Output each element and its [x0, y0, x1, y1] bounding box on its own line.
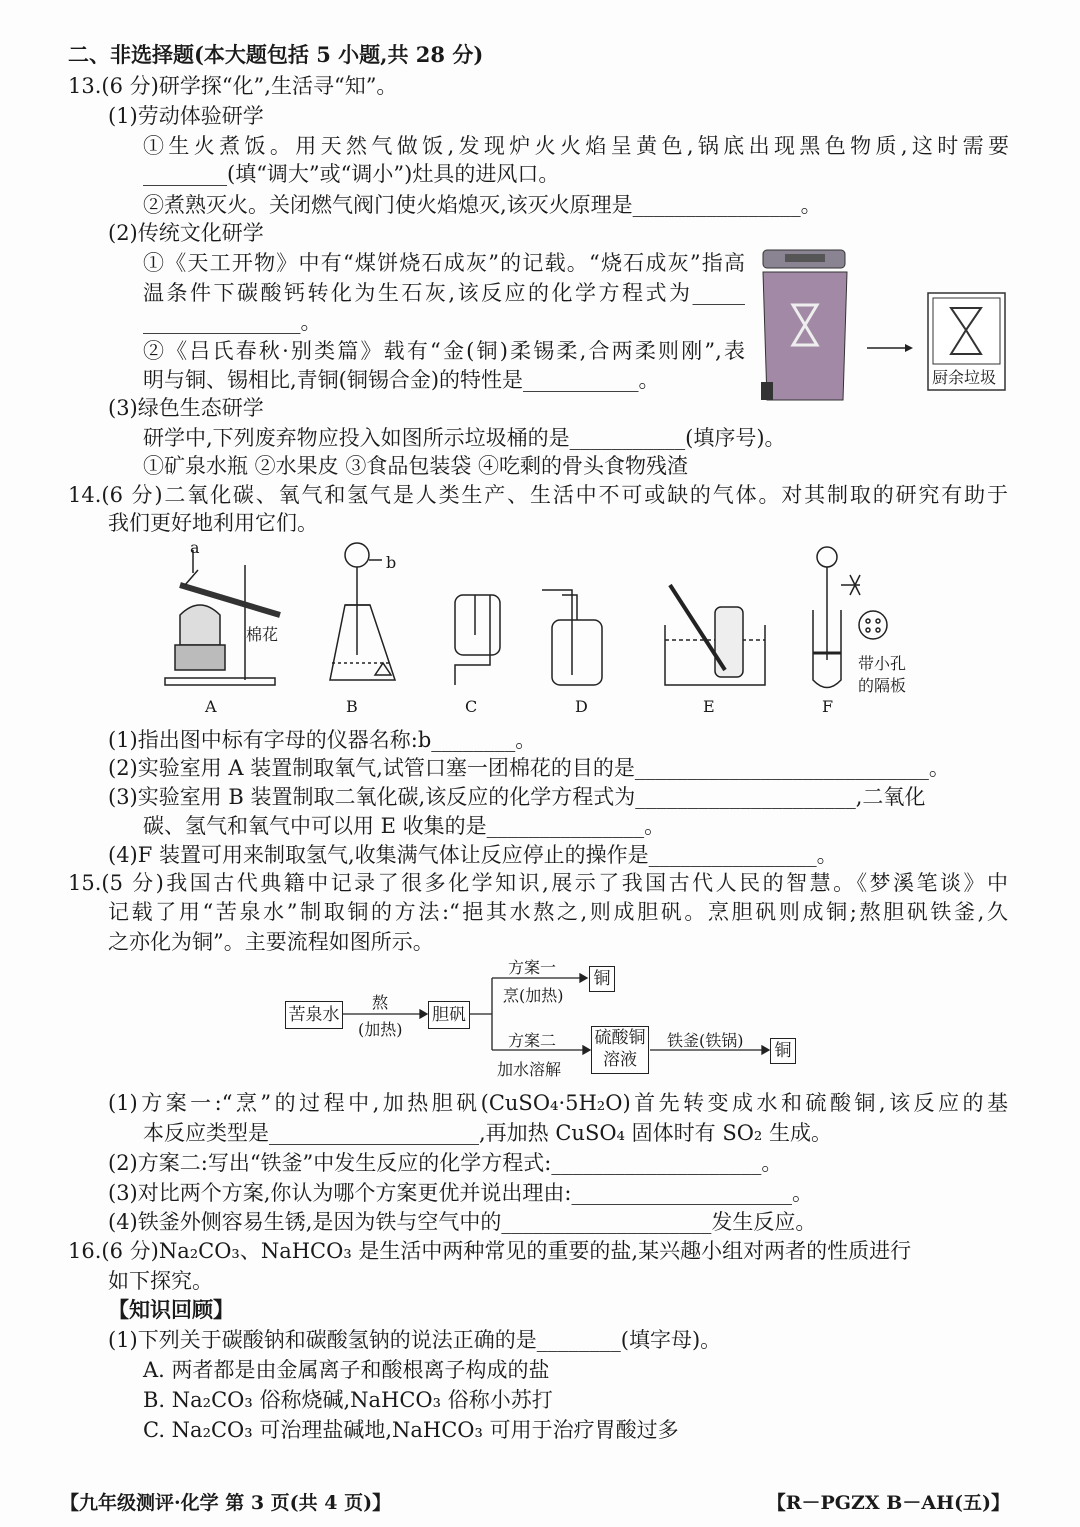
q15-line: (2)方案二:写出“铁釜”中发生反应的化学方程式:____________________。 [108, 1151, 783, 1175]
flow-plan2-bottom: 加水溶解 [497, 1060, 562, 1079]
q14-line: (2)实验室用 A 装置制取氧气,试管口塞一团棉花的目的是____________________________。 [108, 756, 950, 780]
q15-line: 记载了用“苦泉水”制取铜的方法:“挹其水熬之,则成胆矾。烹胆矾则成铜;熬胆矾铁釜,久 [108, 900, 1008, 924]
q16-line: (1)下列关于碳酸钠和碳酸氢钠的说法正确的是________(填字母)。 [108, 1328, 722, 1352]
q13-line: 温条件下碳酸钙转化为生石灰,该反应的化学方程式为_____ [143, 281, 745, 305]
label-b: b [386, 553, 397, 572]
q16-option-c: C. Na₂CO₃ 可治理盐碱地,NaHCO₃ 可用于治疗胃酸过多 [143, 1418, 679, 1442]
q13-line: 研学中,下列废弃物应投入如图所示垃圾桶的是___________(填序号)。 [143, 426, 786, 450]
q14-line: 碳、氢气和氧气中可以用 E 收集的是_______________。 [143, 814, 666, 838]
flow-plan1-top: 方案一 [508, 958, 557, 977]
q13-part3: (3)绿色生态研学 [108, 396, 264, 420]
q15-line: (1)方案一:“烹”的过程中,加热胆矾(CuSO₄·5H₂O)首先转变成水和硫酸铜,该反应的基 [108, 1091, 1008, 1115]
q15-line: (4)铁釜外侧容易生锈,是因为铁与空气中的____________________发生反应。 [108, 1210, 817, 1234]
flow-step1-bottom: (加热) [358, 1020, 403, 1039]
section-title: 二、非选择题(本大题包括 5 小题,共 28 分) [68, 42, 484, 67]
q16-option-a: A. 两者都是由金属离子和酸根离子构成的盐 [143, 1358, 550, 1382]
footer-right: 【R－PGZX B－AH(五)】 [766, 1492, 1010, 1514]
q15-line: (3)对比两个方案,你认为哪个方案更优并说出理由:_____________________。 [108, 1181, 813, 1205]
apparatus-label-d: D [575, 697, 588, 716]
q16-title: 16.(6 分)Na₂CO₃、NaHCO₃ 是生活中两种常见的重要的盐,某兴趣小组对两者的性质进行 [68, 1239, 912, 1263]
flow-node-copper1: 铜 [589, 966, 615, 992]
label-plate: 的隔板 [858, 676, 907, 695]
q13-line: ②煮熟灭火。关闭燃气阀门使火焰熄灭,该灭火原理是________________。 [143, 193, 822, 217]
q16-line: 如下探究。 [108, 1269, 213, 1293]
q13-line: _______________。 [143, 310, 322, 334]
q14-line: (1)指出图中标有字母的仪器名称:b________。 [108, 728, 537, 752]
q13-part2: (2)传统文化研学 [108, 221, 264, 245]
flow-node-start: 苦泉水 [285, 1001, 343, 1029]
q13-line: ①《天工开物》中有“煤饼烧石成灰”的记载。“烧石成灰”指高 [143, 251, 745, 275]
label-plate: 带小孔 [858, 654, 907, 673]
q15-title: 15.(5 分)我国古代典籍中记录了很多化学知识,展示了我国古代人民的智慧。《梦溪笔谈》中 [68, 871, 1008, 895]
q16-option-b: B. Na₂CO₃ 俗称烧碱,NaHCO₃ 俗称小苏打 [143, 1388, 553, 1412]
q13-title: 13.(6 分)研学探“化”,生活寻“知”。 [68, 74, 398, 98]
q13-line: ②《吕氏春秋·别类篇》载有“金(铜)柔锡柔,合两柔则刚”,表 [143, 339, 745, 363]
apparatus-label-f: F [822, 697, 834, 716]
footer-left: 【九年级测评·化学 第 3 页(共 4 页)】 [60, 1492, 392, 1514]
q13-part1: (1)劳动体验研学 [108, 104, 264, 128]
flow-node-middle: 胆矾 [428, 1001, 470, 1029]
q15-line: 本反应类型是____________________,再加热 CuSO₄ 固体时有 SO₂ 生成。 [143, 1121, 833, 1145]
q16-section-heading: 【知识回顾】 [108, 1297, 234, 1322]
q14-title: 14.(6 分)二氧化碳、氧气和氢气是人类生产、生活中不可或缺的气体。对其制取的研究有助于 [68, 483, 1008, 507]
q13-options: ①矿泉水瓶 ②水果皮 ③食品包装袋 ④吃剩的骨头食物残渣 [143, 454, 689, 478]
label-cotton: 棉花 [246, 625, 279, 644]
kitchen-waste-label: 厨余垃圾 [932, 368, 997, 387]
apparatus-label-e: E [703, 697, 715, 716]
apparatus-label-a: A [205, 697, 217, 716]
apparatus-label-c: C [465, 697, 478, 716]
flow-plan2-top: 方案二 [508, 1031, 557, 1050]
flow-node-solution: 硫酸铜溶液 [591, 1026, 649, 1074]
flow-step1-top: 熬 [372, 993, 389, 1012]
flow-node-copper2: 铜 [770, 1038, 796, 1064]
label-a: a [190, 538, 200, 557]
q14-line: (3)实验室用 B 装置制取二氧化碳,该反应的化学方程式为_____________________,二氧化 [108, 785, 926, 809]
apparatus-label-b: B [346, 697, 358, 716]
q15-line: 之亦化为铜”。主要流程如图所示。 [108, 930, 434, 954]
q14-line: (4)F 装置可用来制取氢气,收集满气体让反应停止的操作是________________。 [108, 843, 838, 867]
q13-line: ①生火煮饭。用天然气做饭,发现炉火火焰呈黄色,锅底出现黑色物质,这时需要 [143, 134, 1009, 158]
flow-plan1-bottom: 烹(加热) [503, 986, 564, 1005]
q13-line: ________(填“调大”或“调小”)灶具的进风口。 [143, 162, 560, 186]
flow-step3: 铁釜(铁锅) [667, 1031, 744, 1050]
q14-line: 我们更好地利用它们。 [108, 511, 318, 535]
q13-line: 明与铜、锡相比,青铜(铜锡合金)的特性是___________。 [143, 368, 660, 392]
